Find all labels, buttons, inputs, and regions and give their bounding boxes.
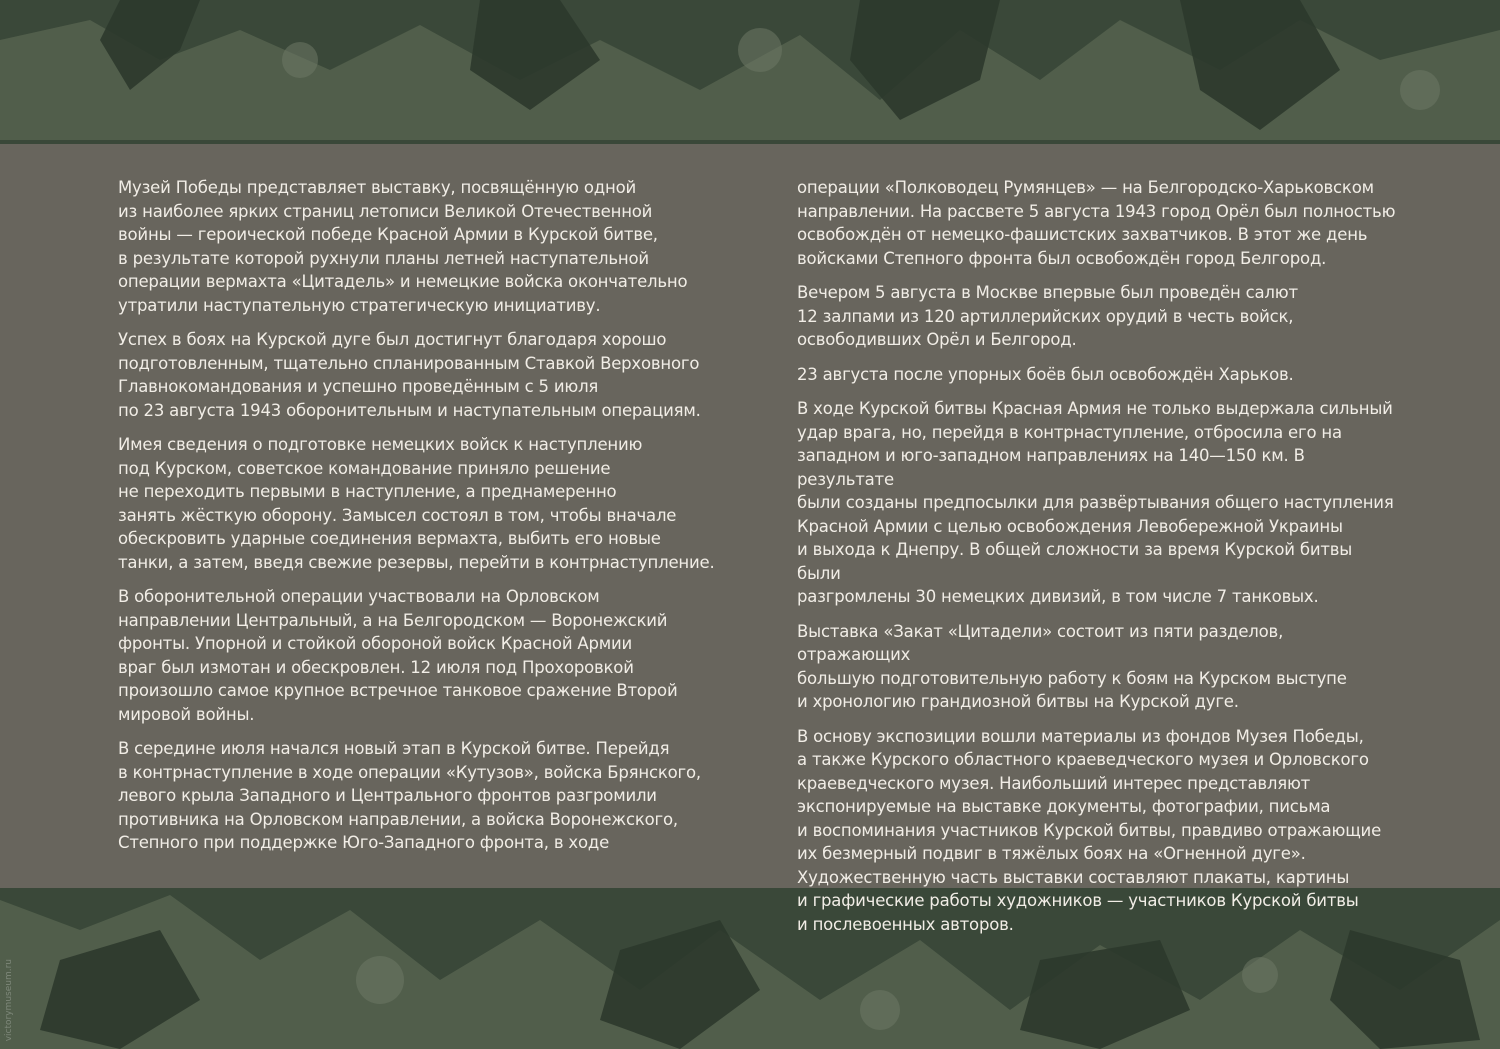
paragraph: Вечером 5 августа в Москве впервые был проведён салют 12 залпами из 120 артиллерийских орудий в честь войск, освободивших Орёл и Белгород. <box>797 283 1298 349</box>
right-text-column <box>797 176 1397 947</box>
left-text-column <box>118 176 718 866</box>
paragraph: операции «Полководец Румянцев» — на Белгородско-Харьковском направлении. На рассвете 5 августа 1943 город Орёл был полностью освобождён от немецко-фашистских захватчиков. В этот же день войсками Степного фронта был освобождён город Белгород. <box>797 178 1396 268</box>
paragraph: 23 августа после упорных боёв был освобождён Харьков. <box>797 364 1294 384</box>
paragraph: В основу экспозиции вошли материалы из фондов Музея Победы, а также Курского областного краеведческого музея и Орловского краеведческого музея. Наибольший интерес представляют экспонируемые на выставке документы, фотографии, письма и воспоминания участников Курской битвы, правдиво отражающие их безмерный подвиг в тяжёлых боях на «Огненной дуге». Художественную часть выставки составляют плакаты, картины и графические работы художников — участников Курской битвы и послевоенных авторов. <box>797 726 1382 934</box>
paragraph: В середине июля начался новый этап в Курской битве. Перейдя в контрнаступление в ходе операции «Кутузов», войска Брянского, левого крыла Западного и Центрального фронтов разгромили противника на Орловском направлении, а войска Воронежского, Степного при поддержке Юго-Западного фронта, в ходе <box>118 739 701 852</box>
paragraph: Имея сведения о подготовке немецких войск к наступлению под Курском, советское командование приняло решение не переходить первыми в наступление, а преднамеренно занять жёсткую оборону. Замысел состоял в том, чтобы вначале обескровить ударные соединения вермахта, выбить его новые танки, а затем, введя свежие резервы, перейти в контрнаступление. <box>118 435 715 572</box>
paragraph: В ходе Курской битвы Красная Армия не только выдержала сильный удар врага, но, перейдя в контрнаступление, отбросила его на западном и юго-западном направлениях на 140—150 км. В результате были созданы предпосылки для развёртывания общего наступления Красной Армии с целью освобождения Левобережной Украины и выхода к Днепру. В общей сложности за время Курской битвы были разгромлены 30 немецких дивизий, в том числе 7 танковых. <box>797 399 1394 606</box>
paragraph: В оборонительной операции участвовали на Орловском направлении Центральный, а на Белгородском — Воронежский фронты. Упорной и стойкой обороной войск Красной Армии враг был измотан и обескровлен. 12 июля под Прохоровкой произошло самое крупное встречное танковое сражение Второй мировой войны. <box>118 587 678 724</box>
paragraph: Музей Победы представляет выставку, посвящённую одной из наиболее ярких страниц летописи Великой Отечественной войны — героической победе Красной Армии в Курской битве, в результате которой рухнули планы летней наступательной операции вермахта «Цитадель» и немецкие войска окончательно утратили наступательную стратегическую инициативу. <box>118 178 688 315</box>
paragraph: Успех в боях на Курской дуге был достигнут благодаря хорошо подготовленным, тщательно спланированным Ставкой Верховного Главнокомандования и успешно проведённым с 5 июля по 23 августа 1943 оборонительным и наступательным операциям. <box>118 330 701 420</box>
watermark: victorymuseum.ru <box>4 958 14 1041</box>
paragraph: Выставка «Закат «Цитадели» состоит из пяти разделов, отражающих большую подготовительную работу к боям на Курском выступе и хронологию грандиозной битвы на Курской дуге. <box>797 621 1347 711</box>
